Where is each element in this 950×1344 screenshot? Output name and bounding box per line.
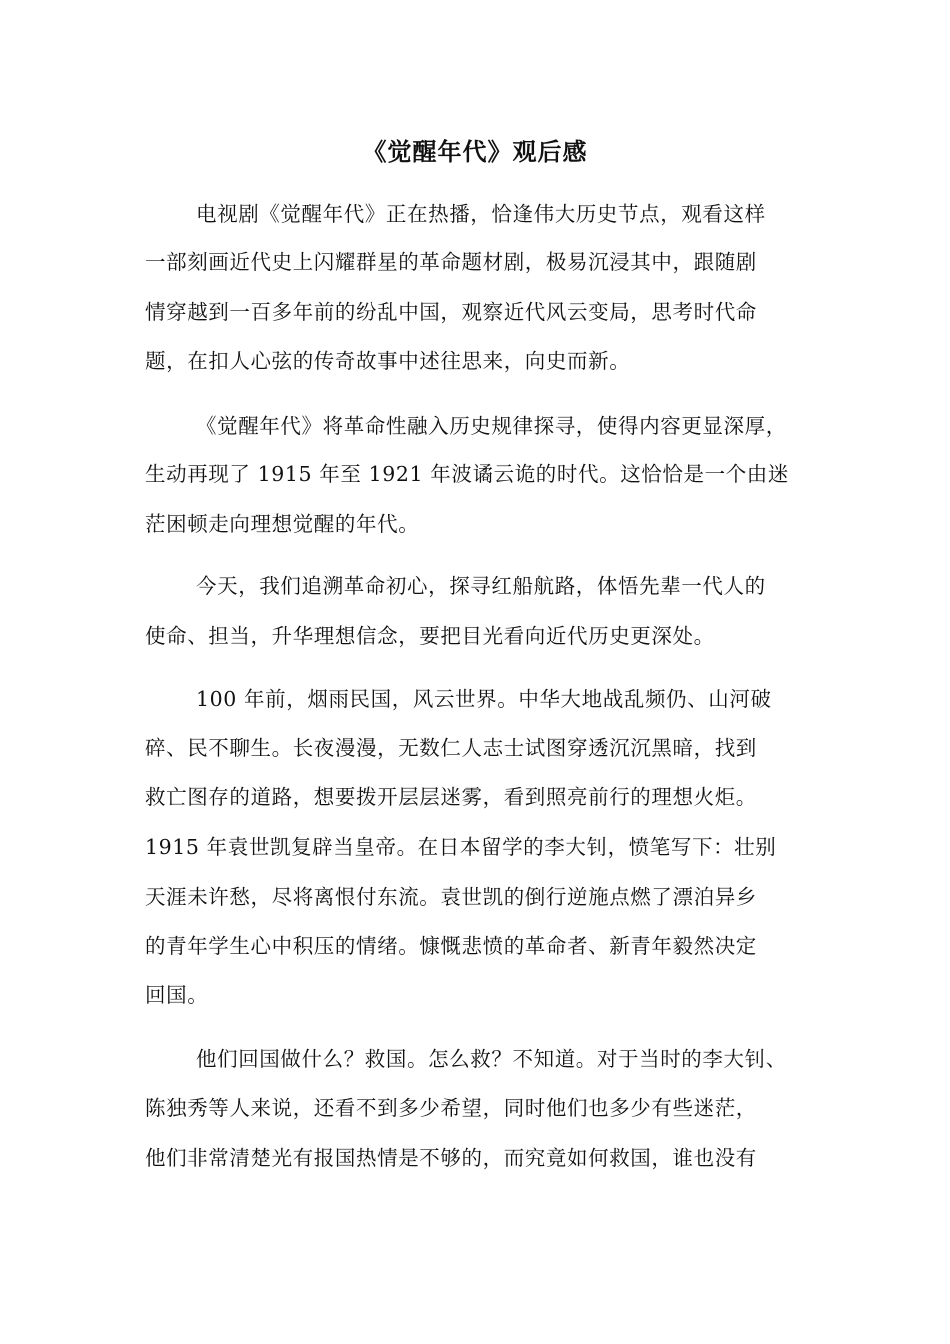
document-title: 《觉醒年代》观后感	[362, 138, 588, 166]
paragraph-1-line-1: 电视剧《觉醒年代》正在热播，恰逢伟大历史节点，观看这样	[196, 202, 766, 226]
paragraph-2-line-3: 茫困顿走向理想觉醒的年代。	[145, 512, 420, 536]
paragraph-1-line-4: 题，在扣人心弦的传奇故事中述往思来，向史而新。	[145, 349, 631, 373]
paragraph-5-line-1: 他们回国做什么？救国。怎么救？不知道。对于当时的李大钊、	[196, 1047, 787, 1071]
paragraph-1-line-2: 一部刻画近代史上闪耀群星的革命题材剧，极易沉浸其中，跟随剧	[145, 250, 757, 274]
paragraph-4-line-6: 的青年学生心中积压的情绪。慷慨悲愤的革命者、新青年毅然决定	[145, 934, 757, 958]
paragraph-5-line-2: 陈独秀等人来说，还看不到多少希望，同时他们也多少有些迷茫，	[145, 1096, 757, 1120]
paragraph-4-line-2: 碎、民不聊生。长夜漫漫，无数仁人志士试图穿透沉沉黑暗，找到	[145, 736, 757, 760]
paragraph-1-line-3: 情穿越到一百多年前的纷乱中国，观察近代风云变局，思考时代命	[145, 300, 757, 324]
paragraph-4-line-7: 回国。	[145, 983, 209, 1007]
paragraph-4-line-3: 救亡图存的道路，想要拨开层层迷雾，看到照亮前行的理想火炬。	[145, 785, 757, 809]
paragraph-4-line-4: 1915 年袁世凯复辟当皇帝。在日本留学的李大钊，愤笔写下：壮别	[145, 835, 777, 859]
paragraph-5-line-3: 他们非常清楚光有报国热情是不够的，而究竟如何救国，谁也没有	[145, 1146, 757, 1170]
paragraph-3-line-2: 使命、担当，升华理想信念，要把目光看向近代历史更深处。	[145, 624, 715, 648]
paragraph-2-line-2: 生动再现了 1915 年至 1921 年波谲云诡的时代。这恰恰是一个由迷	[145, 462, 790, 486]
paragraph-4-line-1: 100 年前，烟雨民国，风云世界。中华大地战乱频仍、山河破	[196, 687, 772, 711]
paragraph-3-line-1: 今天，我们追溯革命初心，探寻红船航路，体悟先辈一代人的	[196, 574, 766, 598]
paragraph-2-line-1: 《觉醒年代》将革命性融入历史规律探寻，使得内容更显深厚，	[196, 414, 787, 438]
paragraph-4-line-5: 天涯未许愁，尽将离恨付东流。袁世凯的倒行逆施点燃了漂泊异乡	[145, 885, 757, 909]
